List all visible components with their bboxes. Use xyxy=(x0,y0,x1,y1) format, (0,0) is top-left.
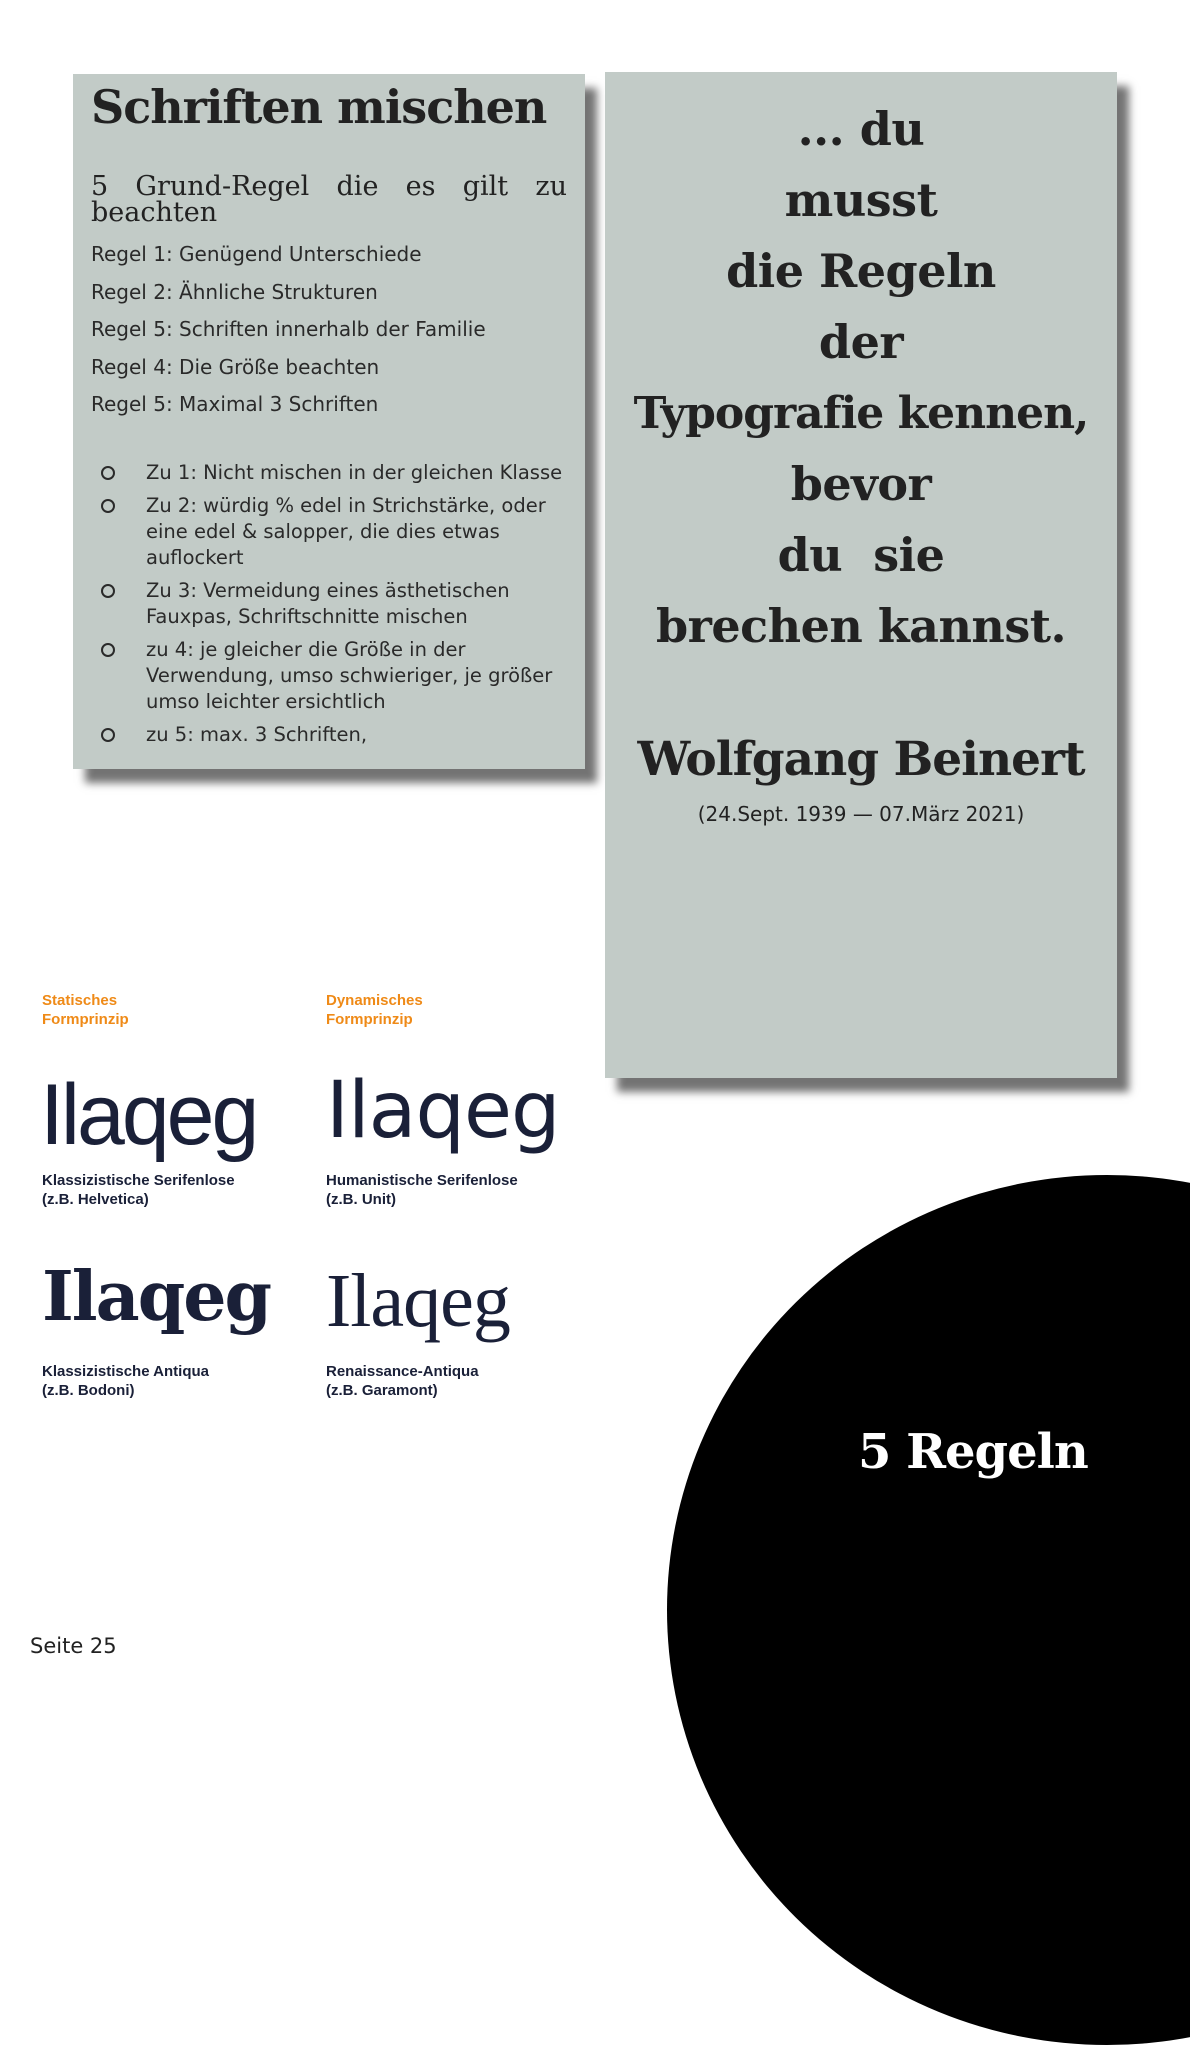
sample-caption-unit xyxy=(326,1171,518,1209)
caption-line: Renaissance-Antiqua xyxy=(326,1363,479,1380)
caption-line: Klassizistische Serifenlose xyxy=(42,1172,235,1189)
quote-author: Wolfgang Beinert xyxy=(637,732,1085,787)
caption-line: Klassizistische Antiqua xyxy=(42,1363,209,1380)
quote-text xyxy=(605,94,1117,662)
caption-line: (z.B. Unit) xyxy=(326,1191,396,1208)
circle-bullet-icon xyxy=(101,643,115,657)
card-subtitle: 5 Grund-Regel die es gilt zu beachten xyxy=(91,171,567,228)
note-item xyxy=(101,493,571,571)
quote-line: du sie xyxy=(777,528,945,582)
sample-caption-garamont xyxy=(326,1362,479,1400)
note-text: Zu 1: Nicht mischen in der gleichen Klasse xyxy=(146,461,563,484)
rules-card xyxy=(73,74,585,769)
rule-item: Regel 5: Maximal 3 Schriften xyxy=(91,392,379,416)
quote-card xyxy=(605,72,1117,1078)
quote-line: brechen kannst. xyxy=(655,599,1067,653)
sample-caption-helvetica xyxy=(42,1171,235,1209)
caption-line: (z.B. Garamont) xyxy=(326,1382,438,1399)
page-number: Seite 25 xyxy=(30,1634,117,1658)
note-text: Zu 3: Vermeidung eines ästhetischen Fauxpas, Schriftschnitte mischen xyxy=(146,579,510,628)
quote-line: bevor xyxy=(790,457,932,511)
sample-garamont: Ilaqeg xyxy=(326,1259,510,1343)
circle-bullet-icon xyxy=(101,499,115,513)
column-label-line: Formprinzip xyxy=(42,1011,129,1028)
rule-item: Regel 5: Schriften innerhalb der Familie xyxy=(91,317,486,341)
note-item xyxy=(101,460,571,486)
quote-line: musst xyxy=(784,173,938,227)
note-item xyxy=(101,722,571,748)
column-label-line: Formprinzip xyxy=(326,1011,413,1028)
sample-caption-bodoni xyxy=(42,1362,209,1400)
card-title: Schriften mischen xyxy=(91,80,547,134)
caption-line: (z.B. Helvetica) xyxy=(42,1191,149,1208)
note-item xyxy=(101,578,571,630)
circle-bullet-icon xyxy=(101,466,115,480)
column-label-dynamic xyxy=(326,991,423,1029)
caption-line: Humanistische Serifenlose xyxy=(326,1172,518,1189)
note-text: Zu 2: würdig % edel in Strichstärke, oder eine edel & salopper, die dies etwas auflockert xyxy=(146,494,546,569)
column-label-line: Dynamisches xyxy=(326,992,423,1009)
note-text: zu 4: je gleicher die Größe in der Verwendung, umso schwieriger, je größer umso leichter ersichtlich xyxy=(146,638,553,713)
author-dates: (24.Sept. 1939 — 07.März 2021) xyxy=(697,802,1025,826)
caption-line: (z.B. Bodoni) xyxy=(42,1382,135,1399)
sample-unit: Ilaqeg xyxy=(326,1066,560,1156)
sample-helvetica: Ilaqeg xyxy=(40,1067,257,1163)
decorative-circle xyxy=(667,1175,1190,2045)
rules-list xyxy=(91,242,486,430)
note-text: zu 5: max. 3 Schriften, xyxy=(146,723,368,746)
quote-line: ... du xyxy=(797,102,925,156)
rule-item: Regel 4: Die Größe beachten xyxy=(91,354,380,379)
column-label-static xyxy=(42,991,129,1029)
note-item xyxy=(101,637,571,715)
quote-line: die Regeln xyxy=(726,244,996,298)
rule-item: Regel 2: Ähnliche Strukturen xyxy=(91,279,378,304)
circle-label: 5 Regeln xyxy=(858,1424,1088,1480)
notes-list xyxy=(101,460,571,755)
circle-bullet-icon xyxy=(101,584,115,598)
sample-bodoni: Ilaqeg xyxy=(42,1257,271,1337)
quote-line: der xyxy=(818,315,904,369)
rule-item: Regel 1: Genügend Unterschiede xyxy=(91,242,422,266)
quote-line: Typografie kennen, xyxy=(633,388,1089,439)
column-label-line: Statisches xyxy=(42,992,118,1009)
circle-bullet-icon xyxy=(101,728,115,742)
